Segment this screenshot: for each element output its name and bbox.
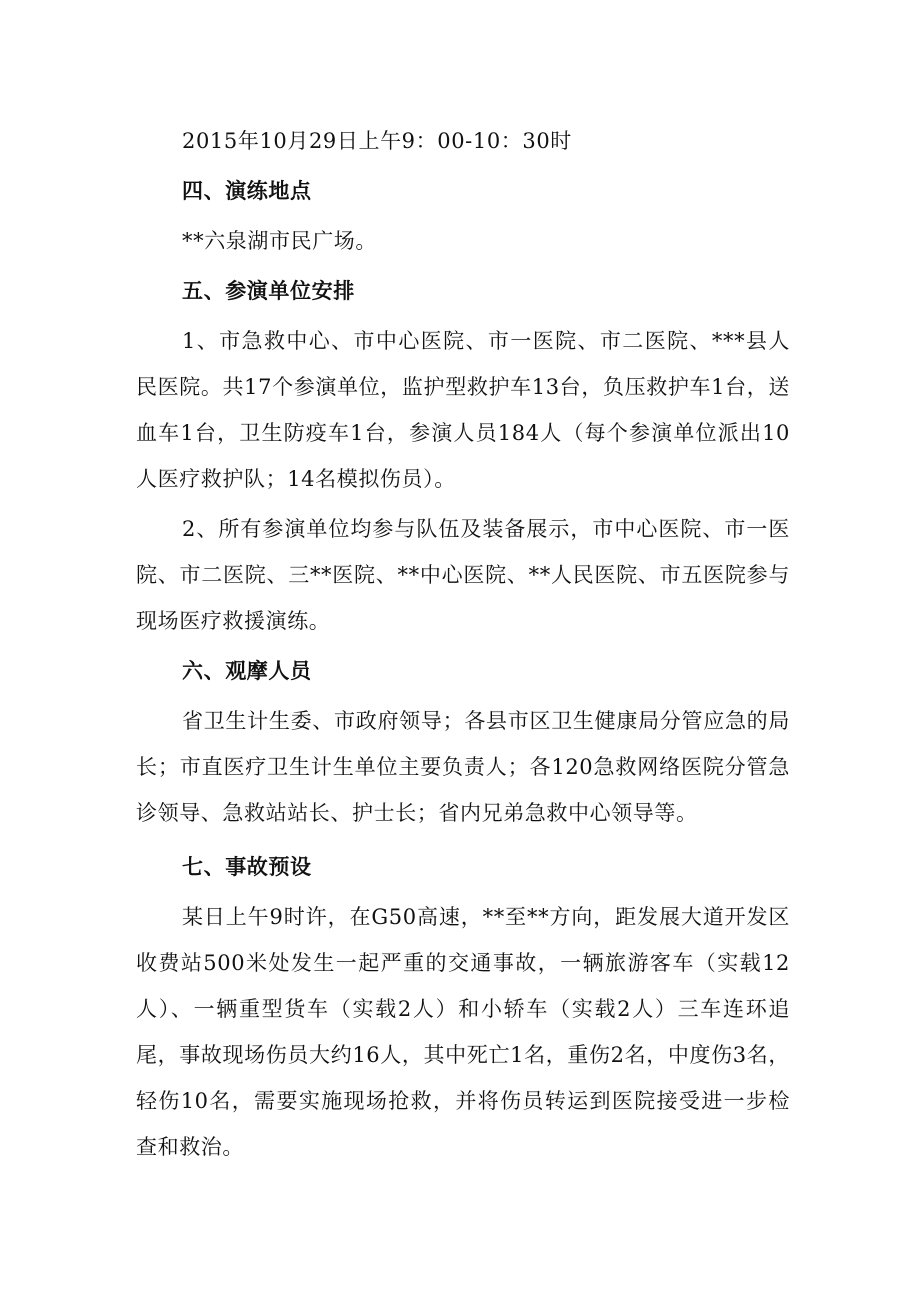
- section-heading-scenario: 七、事故预设: [182, 855, 312, 879]
- drill-time-text: 2015年10月29日上午9：00-10：30时: [182, 129, 572, 153]
- scenario-text: 某日上午9时许，在G50高速，**至**方向，距发展大道开发区收费站500米处发生一起严重的交通事故，一辆旅游客车（实载12人）、一辆重型货车（实载2人）和小轿车（实载2人）三车连环追尾，事故现场伤员大约16人，其中死亡1名，重伤2名，中度伤3名，轻伤10名，需要实施现场抢救，并将伤员转运到医院接受进一步检查和救治。: [136, 905, 790, 1159]
- units-item-1: 1、市急救中心、市中心医院、市一医院、市二医院、***县人民医院。共17个参演单位，监护型救护车13台，负压救护车1台，送血车1台，卫生防疫车1台，参演人员184人（每个参演单位派出10人医疗救护队；14名模拟伤员）。: [136, 329, 790, 491]
- section-heading-observers: 六、观摩人员: [182, 659, 312, 683]
- observers-text: 省卫生计生委、市政府领导；各县市区卫生健康局分管应急的局长；市直医疗卫生计生单位主要负责人；各120急救网络医院分管急诊领导、急救站站长、护士长；省内兄弟急救中心领导等。: [136, 709, 790, 825]
- location-text: **六泉湖市民广场。: [182, 229, 377, 253]
- section-heading-location: 四、演练地点: [182, 179, 312, 203]
- section-heading-units: 五、参演单位安排: [182, 279, 355, 303]
- document-body: [136, 118, 790, 1170]
- units-item-2: 2、所有参演单位均参与队伍及装备展示，市中心医院、市一医院、市二医院、三**医院、**中心医院、**人民医院、市五医院参与现场医疗救援演练。: [136, 517, 790, 633]
